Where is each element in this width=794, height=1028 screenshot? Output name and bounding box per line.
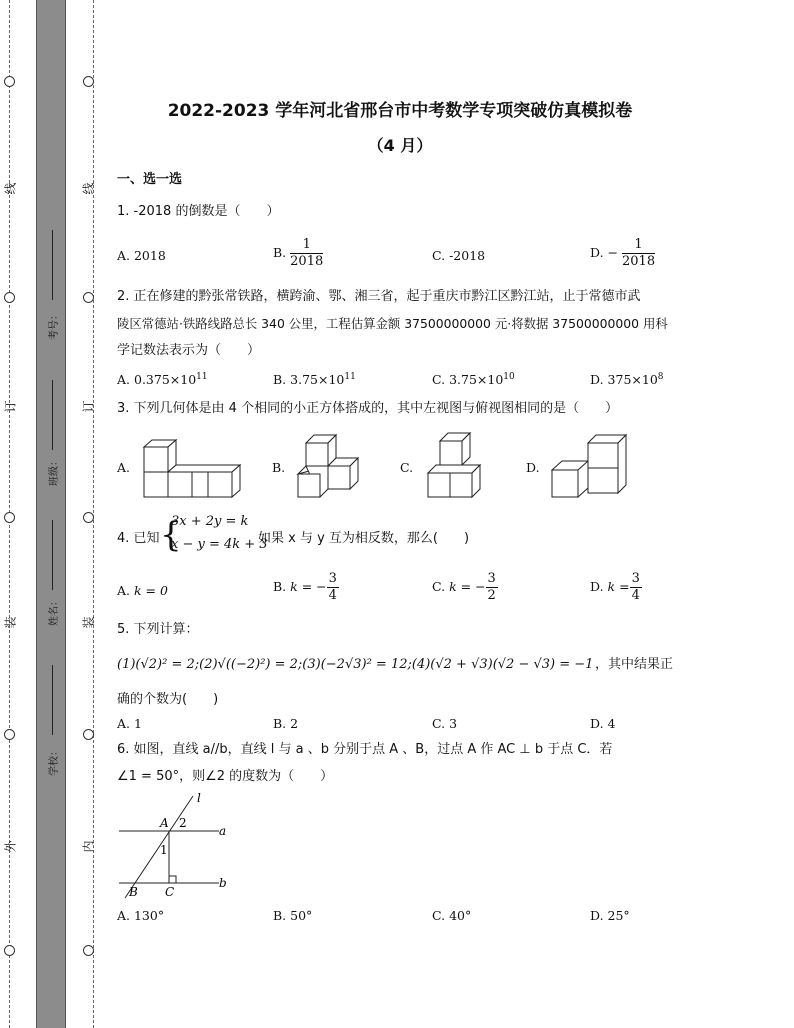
q6-option-b: B. 50° xyxy=(273,908,313,923)
q1-option-d-sign: − xyxy=(607,245,619,260)
q2-c-label: C. xyxy=(432,372,446,388)
question-3-stem: 3. 下列几何体是由 4 个相同的小正方体搭成的，其中左视图与俯视图相同的是（ ） xyxy=(117,401,619,416)
q3-figures xyxy=(130,425,650,505)
binding-band xyxy=(36,0,66,1028)
binding-hole xyxy=(4,945,15,956)
q4-equation-2: x − y = 4k + 3 xyxy=(171,537,268,552)
q1-d-numerator: 1 xyxy=(622,237,655,254)
question-2-line-2: 陵区常德站·铁路线路总长 340 公里，工程估算金额 37500000000 元·将数据 37500000000 用科 xyxy=(117,316,668,331)
q4-a-label: A. xyxy=(117,583,131,598)
q2-c-base: 3.75×10 xyxy=(449,372,504,388)
q4-b-label: B. xyxy=(273,579,287,594)
q2-option-d xyxy=(590,372,664,387)
q1-option-b-label: B. xyxy=(273,245,287,260)
question-6-line-1: 6. 如图，直线 a//b，直线 l 与 a 、b 分别于点 A 、B，过点 A 作 AC ⊥ b 于点 C．若 xyxy=(117,742,613,757)
q4-d-denominator: 4 xyxy=(631,588,640,603)
q4-c-denominator: 2 xyxy=(487,588,496,603)
q1-b-numerator: 1 xyxy=(290,237,323,254)
q4-a-expr: k = 0 xyxy=(134,583,168,598)
q1-option-d-fraction xyxy=(622,237,655,270)
field-line-name xyxy=(52,520,53,590)
q4-c-fraction xyxy=(486,571,498,604)
margin-char-inner: 线 xyxy=(81,182,96,195)
label-point-c: C xyxy=(165,885,175,899)
question-4-suffix: 如果 x 与 y 互为相反数，那么( ) xyxy=(258,531,470,546)
q3-figure-b xyxy=(298,435,358,497)
binding-hole xyxy=(83,76,94,87)
field-label-name: 姓名： xyxy=(49,596,60,626)
q4-system-brace: { xyxy=(160,515,182,555)
q4-c-numerator: 3 xyxy=(487,571,496,586)
q1-option-b xyxy=(273,237,323,270)
q6-option-a: A. 130° xyxy=(117,908,165,923)
field-line-exam-number xyxy=(52,230,53,300)
label-angle-2: 2 xyxy=(179,816,187,830)
binding-hole xyxy=(4,76,15,87)
binding-hole xyxy=(83,729,94,740)
q2-a-label: A. xyxy=(117,372,131,388)
field-line-school xyxy=(52,665,53,735)
field-line-class xyxy=(52,380,53,450)
q3-option-d-label: D. xyxy=(526,460,540,475)
question-5-stem: 5. 下列计算： xyxy=(117,622,199,637)
q2-b-base: 3.75×10 xyxy=(290,372,345,388)
label-l: l xyxy=(197,791,201,805)
q5-option-a: A. 1 xyxy=(117,716,142,731)
q4-option-c xyxy=(432,571,498,604)
label-a: a xyxy=(219,824,227,838)
q1-option-d-label: D. xyxy=(590,245,604,260)
q5-expression-suffix: ，其中结果正 xyxy=(595,657,674,672)
question-5-line-3: 确的个数为( ) xyxy=(117,692,219,707)
margin-char-outer: 订 xyxy=(3,400,18,413)
q4-c-lhs: k = − xyxy=(449,579,486,594)
q3-option-c-label: C. xyxy=(400,460,414,475)
q2-a-exponent: 11 xyxy=(196,372,208,382)
margin-char-inner: 装 xyxy=(81,616,96,629)
q2-b-label: B. xyxy=(273,372,287,388)
q2-d-exponent: 8 xyxy=(657,372,664,382)
binding-hole xyxy=(83,292,94,303)
q3-option-a-label: A. xyxy=(117,460,131,475)
q1-option-a: A. 2018 xyxy=(117,248,166,263)
q2-a-base: 0.375×10 xyxy=(134,372,197,388)
q4-d-lhs: k = xyxy=(607,579,630,594)
q2-d-label: D. xyxy=(590,372,604,388)
q3-figure-a xyxy=(144,440,240,497)
q5-expression: (1)(√2)² = 2;(2)√((−2)²) = 2;(3)(−2√3)² = 12;(4)(√2 + √3)(√2 − √3) = −1 xyxy=(117,657,594,672)
q2-d-base: 375×10 xyxy=(607,372,658,388)
q3-figure-d xyxy=(552,435,626,497)
q5-option-d: D. 4 xyxy=(590,716,616,731)
q2-option-c xyxy=(432,372,515,387)
margin-char-inner: 内 xyxy=(81,840,96,853)
q4-d-fraction xyxy=(630,571,642,604)
field-label-class: 班级： xyxy=(49,456,60,486)
q1-d-denominator: 2018 xyxy=(622,254,656,269)
page-subtitle: （4 月） xyxy=(367,136,433,155)
page-title: 2022-2023 学年河北省邢台市中考数学专项突破仿真模拟卷 xyxy=(167,101,633,121)
q1-b-denominator: 2018 xyxy=(290,254,324,269)
q4-b-denominator: 4 xyxy=(328,588,337,603)
question-2-line-1: 2. 正在修建的黔张常铁路，横跨渝、鄂、湘三省，起于重庆市黔江区黔江站，止于常德市武 xyxy=(117,289,641,304)
label-point-b: B xyxy=(129,885,138,899)
binding-hole xyxy=(4,512,15,523)
q5-option-b: B. 2 xyxy=(273,716,299,731)
q4-option-d xyxy=(590,571,642,604)
q4-d-numerator: 3 xyxy=(631,571,640,586)
q4-b-fraction xyxy=(327,571,339,604)
q4-d-label: D. xyxy=(590,579,604,594)
question-1-stem: 1. -2018 的倒数是（ ） xyxy=(117,204,280,219)
q6-option-c: C. 40° xyxy=(432,908,472,923)
binding-hole xyxy=(4,292,15,303)
q5-option-c: C. 3 xyxy=(432,716,458,731)
q4-equation-1: 3x + 2y = k xyxy=(171,514,249,529)
field-label-exam-number: 考号： xyxy=(49,310,60,340)
margin-char-outer: 线 xyxy=(3,182,18,195)
label-point-a: A xyxy=(160,816,169,830)
binding-hole xyxy=(83,945,94,956)
label-b: b xyxy=(219,876,227,890)
binding-hole xyxy=(4,729,15,740)
q1-option-c: C. -2018 xyxy=(432,248,486,263)
q6-geometry-figure xyxy=(115,790,235,902)
field-label-school: 学校： xyxy=(49,746,60,776)
question-2-line-3: 学记数法表示为（ ） xyxy=(117,343,261,358)
margin-char-outer: 外 xyxy=(3,840,18,853)
right-angle-mark xyxy=(169,876,176,883)
q2-b-exponent: 11 xyxy=(344,372,356,382)
margin-char-inner: 订 xyxy=(81,400,96,413)
q4-b-numerator: 3 xyxy=(328,571,337,586)
margin-char-outer: 装 xyxy=(3,616,18,629)
binding-hole xyxy=(83,512,94,523)
section-heading: 一、选一选 xyxy=(117,172,183,187)
q2-option-a xyxy=(117,372,208,387)
question-6-line-2: ∠1 = 50°，则∠2 的度数为（ ） xyxy=(117,769,334,784)
q4-option-b xyxy=(273,571,339,604)
label-angle-1: 1 xyxy=(160,843,168,857)
q2-c-exponent: 10 xyxy=(503,372,515,382)
q1-option-d xyxy=(590,237,655,270)
q3-option-b-label: B. xyxy=(272,460,286,475)
q4-b-lhs: k = − xyxy=(290,579,327,594)
q4-option-a xyxy=(117,583,168,598)
q2-option-b xyxy=(273,372,356,387)
question-4-prefix: 4. 已知 xyxy=(117,531,160,546)
q1-option-b-fraction xyxy=(290,237,323,270)
q3-figure-c xyxy=(428,433,480,497)
q6-option-d: D. 25° xyxy=(590,908,630,923)
q4-c-label: C. xyxy=(432,579,446,594)
